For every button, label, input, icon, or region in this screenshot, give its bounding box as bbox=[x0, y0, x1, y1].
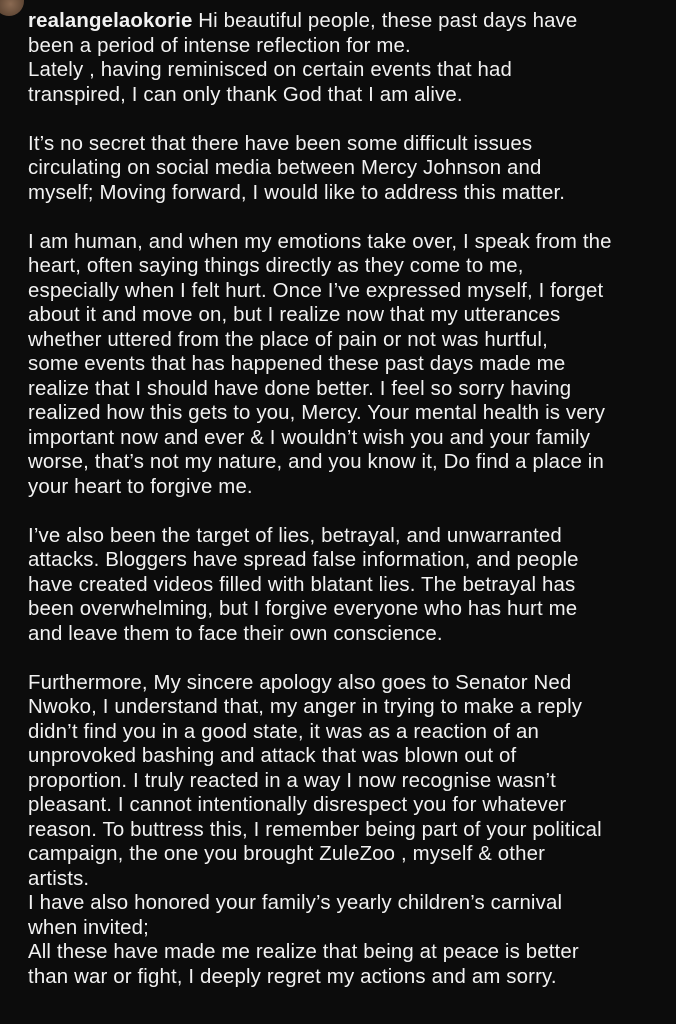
caption-line: campaign, the one you brought ZuleZoo , myself & other bbox=[28, 843, 546, 865]
caption-line: artists. bbox=[28, 867, 90, 890]
paragraph-gap bbox=[28, 107, 668, 132]
caption-line: Lately , having reminisced on certain events that had bbox=[28, 59, 513, 81]
caption-line: been overwhelming, but I forgive everyone who has hurt me bbox=[28, 598, 578, 620]
caption-line: when invited; bbox=[28, 916, 149, 939]
caption-line: been a period of intense reflection for me. bbox=[28, 34, 411, 57]
caption-line: attacks. Bloggers have spread false information, and people bbox=[28, 549, 579, 571]
caption-line: I have also honored your family’s yearly children’s carnival bbox=[28, 892, 563, 914]
post-caption bbox=[28, 9, 668, 989]
caption-line: Furthermore, My sincere apology also goes to Senator Ned bbox=[28, 671, 572, 694]
avatar[interactable] bbox=[0, 0, 24, 16]
caption-line: whether uttered from the place of pain or not was hurtful, bbox=[28, 328, 548, 351]
caption-line: and leave them to face their own conscience. bbox=[28, 622, 443, 645]
caption-line: have created videos filled with blatant lies. The betrayal has bbox=[28, 573, 576, 596]
caption-line: proportion. I truly reacted in a way I now recognise wasn’t bbox=[28, 769, 556, 792]
caption-line: Nwoko, I understand that, my anger in trying to make a reply bbox=[28, 696, 583, 718]
caption-line: some events that has happened these past days made me bbox=[28, 353, 566, 375]
caption-line: especially when I felt hurt. Once I’ve expressed myself, I forget bbox=[28, 279, 604, 302]
caption-line: pleasant. I cannot intentionally disrespect you for whatever bbox=[28, 794, 567, 816]
paragraph-gap bbox=[28, 499, 668, 524]
caption-line: myself; Moving forward, I would like to address this matter. bbox=[28, 181, 566, 204]
caption-line: All these have made me realize that being at peace is better bbox=[28, 941, 579, 963]
caption-line: didn’t find you in a good state, it was as a reaction of an bbox=[28, 720, 539, 743]
username-link[interactable]: realangelaokorie bbox=[28, 10, 193, 32]
paragraph-gap bbox=[28, 205, 668, 230]
caption-line: important now and ever & I wouldn’t wish you and your family bbox=[28, 426, 591, 449]
caption-line: I am human, and when my emotions take over, I speak from the bbox=[28, 230, 612, 253]
caption-line: worse, that’s not my nature, and you know it, Do find a place in bbox=[28, 451, 604, 473]
caption-line bbox=[28, 9, 668, 34]
caption-line: I’ve also been the target of lies, betrayal, and unwarranted bbox=[28, 524, 562, 547]
caption-line: than war or fight, I deeply regret my actions and am sorry. bbox=[28, 965, 557, 988]
caption-line: transpired, I can only thank God that I am alive. bbox=[28, 83, 463, 106]
caption-line: circulating on social media between Mercy Johnson and bbox=[28, 157, 542, 179]
caption-line: unprovoked bashing and attack that was blown out of bbox=[28, 745, 517, 767]
caption-line: It’s no secret that there have been some difficult issues bbox=[28, 132, 533, 155]
caption-line: about it and move on, but I realize now that my utterances bbox=[28, 304, 561, 326]
caption-text: Hi beautiful people, these past days have bbox=[192, 10, 578, 32]
caption-line: reason. To buttress this, I remember being part of your political bbox=[28, 818, 602, 841]
caption-line: heart, often saying things directly as they come to me, bbox=[28, 255, 524, 277]
caption-line: your heart to forgive me. bbox=[28, 475, 253, 498]
paragraph-gap bbox=[28, 646, 668, 671]
caption-line: realize that I should have done better. I feel so sorry having bbox=[28, 377, 572, 400]
caption-line: realized how this gets to you, Mercy. Your mental health is very bbox=[28, 402, 606, 424]
